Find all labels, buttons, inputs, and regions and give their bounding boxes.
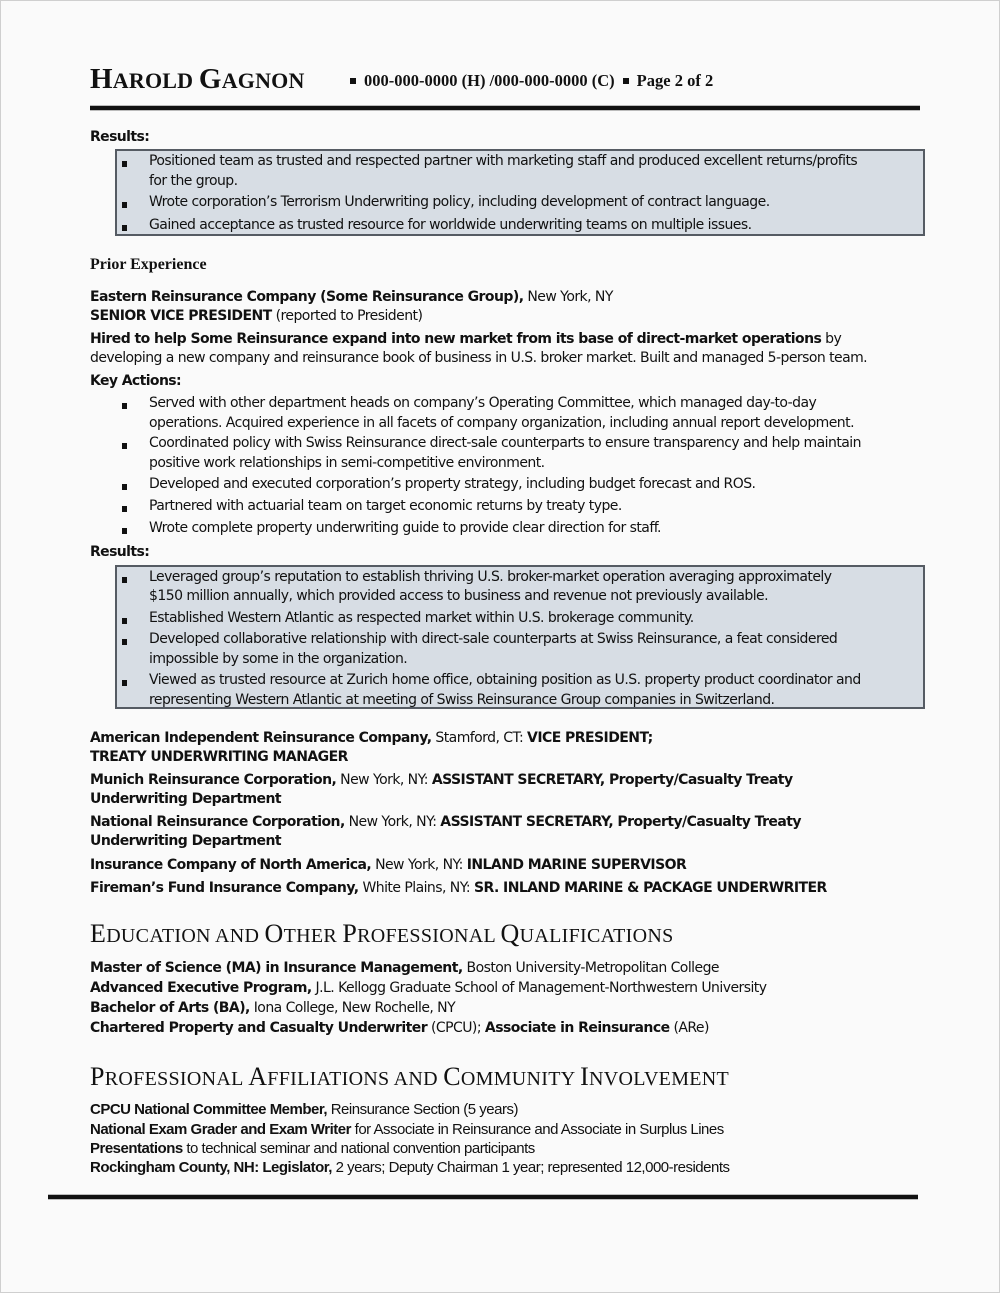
education-item: Master of Science (MA) in Insurance Management, Boston University-Metropolitan College (90, 960, 719, 976)
bullet-icon (122, 680, 127, 686)
bullet-icon (122, 506, 127, 512)
position-entry: Fireman’s Fund Insurance Company, White Plains, NY: SR. INLAND MARINE & PACKAGE UNDERWRITER (90, 880, 827, 896)
education-item: Bachelor of Arts (BA), Iona College, New Rochelle, NY (90, 1000, 456, 1016)
phone-numbers: 000-000-0000 (H) /000-000-0000 (C) (364, 71, 615, 90)
bullet-icon (122, 484, 127, 490)
job-summary: Hired to help Some Reinsurance expand into new market from its base of direct-market operations by (90, 331, 842, 347)
bullet-icon (122, 403, 127, 409)
result-item: Gained acceptance as trusted resource for worldwide underwriting teams on multiple issues. (149, 217, 752, 233)
key-actions-list: Served with other department heads on company’s Operating Committee, which managed day-to-day operations. Acquired experience in all facets of company organization, including annual report development. Coordinated policy with Swiss Reinsurance direct-sale counterparts to ensure transparency and help maintain positive work relationships in semi-competitive environment. Developed and executed corporation’s property strategy, including budget forecast and ROS. Partnered with actuarial team on target economic returns by treaty type. Wrote complete property underwriting guide to provide clear direction for staff. (115, 395, 925, 545)
result-item: Established Western Atlantic as respected market within U.S. brokerage community. (149, 610, 694, 626)
page-indicator: Page 2 of 2 (636, 71, 714, 90)
job-employer: Eastern Reinsurance Company (Some Reinsurance Group), New York, NY (90, 289, 613, 305)
bullet-icon (122, 443, 127, 449)
footer-divider (48, 1194, 918, 1200)
education-item: Chartered Property and Casualty Underwriter (CPCU); Associate in Reinsurance (ARe) (90, 1020, 709, 1036)
action-item: Served with other department heads on company’s Operating Committee, which managed day-to-day (149, 395, 817, 411)
bullet-icon (122, 577, 127, 583)
key-actions-label: Key Actions: (90, 373, 182, 389)
contact-line (342, 71, 713, 91)
result-item: Leveraged group’s reputation to establish thriving U.S. broker-market operation averaging approximately (149, 569, 832, 585)
position-entry: Munich Reinsurance Corporation, New York, NY: ASSISTANT SECRETARY, Property/Casualty Treaty (90, 772, 793, 788)
results-label: Results: (90, 129, 150, 145)
position-entry: National Reinsurance Corporation, New York, NY: ASSISTANT SECRETARY, Property/Casualty Treaty (90, 814, 801, 830)
education-heading: EDUCATION AND OTHER PROFESSIONAL QUALIFICATIONS (90, 919, 674, 948)
affiliations-heading: PROFESSIONAL AFFILIATIONS AND COMMUNITY INVOLVEMENT (90, 1062, 730, 1091)
results-label: Results: (90, 544, 150, 560)
action-item: Developed and executed corporation’s property strategy, including budget forecast and ROS. (149, 476, 756, 492)
results-box: Positioned team as trusted and respected partner with marketing staff and produced excellent returns/profits for the group. Wrote corporation’s Terrorism Underwriting policy, including development of contract language. Gained acceptance as trusted resource for worldwide underwriting teams on multiple issues. (115, 149, 925, 236)
action-item: Wrote complete property underwriting guide to provide clear direction for staff. (149, 520, 661, 536)
bullet-icon (122, 161, 127, 167)
square-bullet-icon (623, 78, 629, 84)
bullet-icon (122, 225, 127, 231)
candidate-name: HAROLD GAGNON (90, 63, 305, 95)
result-item: Positioned team as trusted and respected partner with marketing staff and produced excellent returns/profits (149, 153, 858, 169)
square-bullet-icon (350, 78, 356, 84)
position-entry: American Independent Reinsurance Company, Stamford, CT: VICE PRESIDENT; (90, 730, 653, 746)
affiliation-item: National Exam Grader and Exam Writer for Associate in Reinsurance and Associate in Surplus Lines (90, 1121, 724, 1138)
result-item: Viewed as trusted resource at Zurich home office, obtaining position as U.S. property product coordinator and (149, 672, 861, 688)
prior-experience-heading: Prior Experience (90, 256, 207, 273)
action-item: Partnered with actuarial team on target economic returns by treaty type. (149, 498, 622, 514)
header-divider (90, 105, 920, 111)
action-item: Coordinated policy with Swiss Reinsurance direct-sale counterparts to ensure transparency and help maintain (149, 435, 861, 451)
affiliation-item: Rockingham County, NH: Legislator, 2 years; Deputy Chairman 1 year; represented 12,000-residents (90, 1159, 730, 1176)
affiliation-item: CPCU National Committee Member, Reinsurance Section (5 years) (90, 1101, 518, 1118)
bullet-icon (122, 202, 127, 208)
bullet-icon (122, 528, 127, 534)
results-box: Leveraged group’s reputation to establish thriving U.S. broker-market operation averaging approximately $150 million annually, which provided access to business and revenue not previously available. Established Western Atlantic as respected market within U.S. brokerage community. Developed collaborative relationship with direct-sale counterparts at Swiss Reinsurance, a feat considered impossible by some in the organization. Viewed as trusted resource at Zurich home office, obtaining position as U.S. property product coordinator and representing Western Atlantic at meeting of Swiss Reinsurance Group companies in Switzerland. (115, 565, 925, 709)
result-item: Developed collaborative relationship with direct-sale counterparts at Swiss Reinsurance, a feat considered (149, 631, 838, 647)
resume-header (90, 59, 920, 105)
result-item: Wrote corporation’s Terrorism Underwriting policy, including development of contract language. (149, 194, 770, 210)
job-title: SENIOR VICE PRESIDENT (reported to President) (90, 308, 423, 324)
position-entry: Insurance Company of North America, New York, NY: INLAND MARINE SUPERVISOR (90, 857, 687, 873)
education-item: Advanced Executive Program, J.L. Kellogg Graduate School of Management-Northwestern University (90, 980, 767, 996)
affiliation-item: Presentations to technical seminar and national convention participants (90, 1140, 535, 1157)
bullet-icon (122, 618, 127, 624)
bullet-icon (122, 639, 127, 645)
